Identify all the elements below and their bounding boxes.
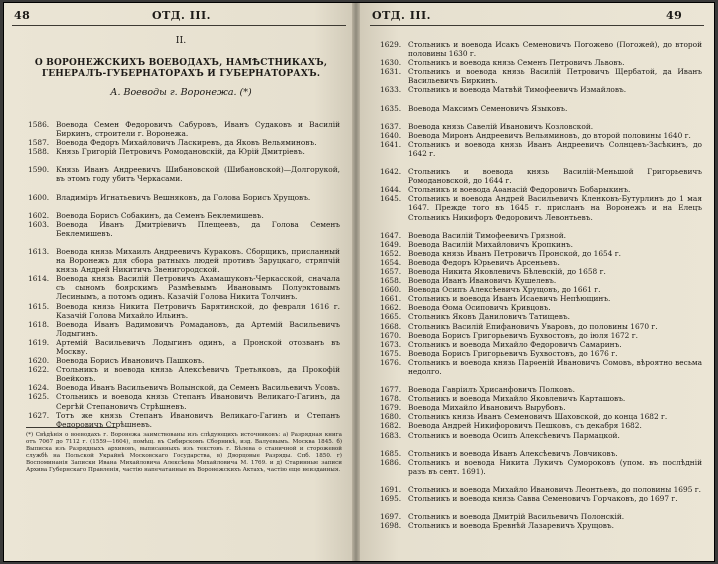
entry-text: Воевода Ѳома Осиповичъ Кривцовъ. bbox=[408, 303, 551, 313]
list-item bbox=[380, 431, 702, 440]
entry-text: Воевода Федоръ Юрьевичъ Арсеньевъ. bbox=[408, 257, 560, 267]
entry-text: Воевода князь Никита Петровичъ Барятинской, до февраля 1616 г. Казачій Голова Михайло Ильинъ. bbox=[56, 301, 340, 320]
entry-text: Воевода князь Иванъ Петровичъ Пронской, до 1654 г. bbox=[408, 248, 621, 258]
list-item bbox=[380, 331, 702, 340]
entry-text: Стольникъ Василій Епифановичъ Уваровъ, до половины 1670 г. bbox=[408, 321, 658, 331]
entry-year: 1618. bbox=[28, 319, 50, 329]
entry-text: Стольникъ и воевода Исакъ Семеновичъ Погожево (Погожей), до второй половины 1630 г. bbox=[408, 40, 702, 59]
list-item bbox=[380, 294, 702, 303]
entry-gap bbox=[380, 476, 702, 485]
list-item bbox=[380, 512, 702, 521]
entry-year: 1691. bbox=[380, 484, 402, 494]
left-section-header: ОТД. III. bbox=[152, 9, 211, 22]
list-item bbox=[380, 521, 702, 530]
entry-year: 1675. bbox=[380, 348, 402, 358]
entry-year: 1587. bbox=[28, 138, 50, 148]
book-gutter bbox=[352, 3, 360, 561]
entry-year: 1686. bbox=[380, 457, 402, 467]
entry-year: 1657. bbox=[380, 266, 402, 276]
entry-year: 1662. bbox=[380, 303, 402, 313]
entry-text: Стольникъ и воевода Иванъ Алексѣевичъ Ловчиковъ. bbox=[408, 448, 618, 458]
entry-text: Воевода Василій Тимофеевичъ Грязной. bbox=[408, 230, 566, 240]
list-item bbox=[380, 122, 702, 131]
chapter-title: О ВОРОНЕЖСКИХЪ ВОЕВОДАХЪ, НАМѢСТНИКАХЪ, ГЕНЕРАЛЪ-ГУБЕРНАТОРАХЪ И ГУБЕРНАТОРАХЪ. bbox=[34, 58, 328, 79]
entry-gap bbox=[380, 95, 702, 104]
entry-text: Воевода Борисъ Григорьевичъ Бухвостовъ, до іюля 1672 г. bbox=[408, 330, 638, 340]
list-item bbox=[380, 458, 702, 476]
list-item bbox=[380, 276, 702, 285]
list-item bbox=[380, 267, 702, 276]
entry-text: Стольникъ и воевода Бревнѣй Лазаревичъ Хрущовъ. bbox=[408, 521, 614, 531]
entry-text: Воевода Семен Федоровичъ Сабуровъ, Иванъ Судаковъ и Василій Биркинъ, строители г. Воронежа. bbox=[56, 120, 340, 139]
entry-year: 1679. bbox=[380, 403, 402, 413]
entry-year: 1698. bbox=[380, 521, 402, 531]
list-item bbox=[28, 383, 340, 392]
entry-text: Воевода Иванъ Ивановичъ Кушелевъ. bbox=[408, 276, 557, 286]
entry-year: 1625. bbox=[28, 392, 50, 402]
entry-year: 1640. bbox=[380, 130, 402, 140]
list-item bbox=[28, 147, 340, 156]
list-item bbox=[28, 274, 340, 301]
list-item bbox=[28, 392, 340, 410]
list-item bbox=[28, 338, 340, 356]
entry-year: 1668. bbox=[380, 321, 402, 331]
list-item bbox=[28, 365, 340, 383]
list-item bbox=[380, 312, 702, 321]
entry-gap bbox=[28, 238, 340, 247]
list-item bbox=[380, 104, 702, 113]
list-item bbox=[28, 120, 340, 138]
list-item bbox=[28, 211, 340, 220]
entry-text: Воевода Иванъ Дмитріевичъ Плещеевъ, да Голова Семенъ Беклемишевъ. bbox=[56, 219, 340, 238]
entry-text: Стольникъ и воевода князь Степанъ Ивановичъ Великаго-Гагинъ, да Сергѣй Степановичъ Стрѣшневъ. bbox=[56, 392, 340, 411]
list-item bbox=[380, 322, 702, 331]
list-item bbox=[28, 138, 340, 147]
entry-year: 1630. bbox=[380, 58, 402, 68]
list-item bbox=[28, 320, 340, 338]
entry-text: Воевода Иванъ Васильевичъ Волынской, да Семенъ Васильевичъ Усовъ. bbox=[56, 383, 340, 393]
entry-year: 1588. bbox=[28, 147, 50, 157]
list-item bbox=[380, 358, 702, 376]
entry-year: 1635. bbox=[380, 103, 402, 113]
entry-text: Стольникъ и воевода Осипъ Алексѣевичъ Пармацкой. bbox=[408, 430, 620, 440]
entry-text: Стольникъ и воевода Аѳанасій Федоровичъ Бобарыкинъ. bbox=[408, 185, 631, 195]
list-item bbox=[380, 403, 702, 412]
entry-year: 1658. bbox=[380, 276, 402, 286]
entry-year: 1683. bbox=[380, 430, 402, 440]
entry-year: 1624. bbox=[28, 383, 50, 393]
list-item bbox=[380, 67, 702, 85]
entry-year: 1654. bbox=[380, 257, 402, 267]
entry-year: 1677. bbox=[380, 385, 402, 395]
entry-year: 1661. bbox=[380, 294, 402, 304]
list-item bbox=[380, 394, 702, 403]
entry-year: 1642. bbox=[380, 167, 402, 177]
entry-year: 1649. bbox=[380, 239, 402, 249]
entry-year: 1614. bbox=[28, 274, 50, 284]
list-item bbox=[380, 240, 702, 249]
entry-year: 1670. bbox=[380, 330, 402, 340]
entry-text: Воевода князь Василій Петровичъ Ахамашуковъ-Черкасской, сначала съ сыномъ боярскимъ Размѣевымъ Ивановымъ Полуэктовымъ Лесинымъ, а потомъ одинъ. Казачій Голова Никита Толчинъ. bbox=[56, 274, 340, 302]
entry-year: 1631. bbox=[380, 67, 402, 77]
right-entries-list bbox=[380, 40, 702, 530]
entry-text: Воевода князь Михаилъ Андреевичъ Кураковъ. Сборщикъ, присланный на Воронежъ для сбора ратныхъ людей противъ Заруцкаго, стряпчій князь Андрей Никитичъ Звенигородской. bbox=[56, 246, 340, 275]
entry-text: Стольникъ и воевода князь Алексѣевичъ Третьяковъ, да Прокофій Воейковъ. bbox=[56, 365, 340, 384]
entry-year: 1627. bbox=[28, 410, 50, 420]
entry-text: Стольникъ и воевода князь Савва Семеновичъ Горчаковъ, до 1697 г. bbox=[408, 494, 678, 504]
footnote: (*) Свѣдѣнія о воеводахъ г. Воронежа заимствованы изъ слѣдующихъ источниковъ: а) Разрядная книга отъ 7067 до 7112 г. (1559—1604), помѣщ. въ Сибирскомъ Сборникѣ, изд. Валуевымъ. Москва 1845. б) Выписка изъ Разрядныхъ архивовъ, выписанныхъ изъ текстовъ г. Бѣлева о станичной и сторожевой службѣ на Польской Украйнѣ Московскаго Государства, в) Дворцовые Разряды. Спб. 1850. г) Воспоминанія Записки Ивана Михайловича Алексѣева Михайловича М. 1769. и д) Старинные записи Архива Губернскаго Правленія, частію напечатанные въ Воронежскихъ Актахъ, частію еще неизданныя. bbox=[26, 432, 342, 474]
entry-text: Стольникъ и воевода князь Семенъ Петровичъ Львовъ. bbox=[408, 58, 625, 68]
entry-year: 1676. bbox=[380, 357, 402, 367]
list-item bbox=[380, 58, 702, 67]
entry-year: 1644. bbox=[380, 185, 402, 195]
entry-text: Воевода Василій Михайловичъ Кропкинъ. bbox=[408, 239, 573, 249]
entry-year: 1633. bbox=[380, 85, 402, 95]
entry-gap bbox=[380, 222, 702, 231]
entry-year: 1602. bbox=[28, 210, 50, 220]
entry-year: 1615. bbox=[28, 301, 50, 311]
list-item bbox=[380, 449, 702, 458]
entry-gap bbox=[28, 184, 340, 193]
entry-text: Воевода Борисъ Ивановичъ Пашковъ. bbox=[56, 356, 205, 366]
entry-text: Тотъ же князь Степанъ Ивановичъ Великаго-Гагинъ и Степанъ Федоровичъ Стрѣшневъ. bbox=[56, 410, 340, 429]
entry-text: Воевода Никита Яковлевичъ Бѣлевскій, до 1658 г. bbox=[408, 266, 606, 276]
entry-year: 1682. bbox=[380, 421, 402, 431]
list-item bbox=[28, 220, 340, 238]
entry-text: Стольникъ Яковъ Даниловичъ Татищевъ. bbox=[408, 312, 570, 322]
entry-year: 1619. bbox=[28, 337, 50, 347]
list-item bbox=[28, 165, 340, 183]
entry-text: Воевода Борисъ Григорьевичъ Бухвостовъ, до 1676 г. bbox=[408, 348, 618, 358]
list-item bbox=[380, 140, 702, 158]
list-item bbox=[380, 249, 702, 258]
entry-year: 1695. bbox=[380, 494, 402, 504]
entry-text: Стольникъ и воевода князь Василій-Меньшой Григорьевичъ Ромодановской, до 1644 г. bbox=[408, 167, 702, 186]
entry-text: Стольникъ и воевода Дмитрій Васильевичъ Полонскій. bbox=[408, 512, 625, 522]
list-item bbox=[380, 349, 702, 358]
chapter-number: II. bbox=[175, 35, 187, 46]
entry-gap bbox=[380, 376, 702, 385]
section-subtitle: А. Воеводы г. Воронежа. (*) bbox=[110, 87, 252, 98]
entry-text: Воевода Максимъ Семеновичъ Языковъ. bbox=[408, 103, 568, 113]
open-book bbox=[4, 3, 714, 561]
list-item bbox=[28, 302, 340, 320]
entry-year: 1637. bbox=[380, 121, 402, 131]
list-item bbox=[380, 131, 702, 140]
entry-year: 1620. bbox=[28, 356, 50, 366]
entry-text: Воевода Иванъ Вадимовичъ Ромадановъ, да Артемій Васильевичъ Лодыгинъ. bbox=[56, 319, 340, 338]
entry-text: Стольникъ князь Иванъ Семеновичъ Шаховской, до конца 1682 г. bbox=[408, 412, 668, 422]
entry-text: Воевода Андрей Никифоровичъ Пешковъ, съ декабря 1682. bbox=[408, 421, 642, 431]
entry-text: Стольникъ и воевода Михайло Федоровичъ Самаринъ. bbox=[408, 339, 622, 349]
entry-text: Воевода Гавріилъ Хрисанфовичъ Полковъ. bbox=[408, 385, 575, 395]
list-item bbox=[380, 494, 702, 503]
entry-year: 1586. bbox=[28, 120, 50, 129]
entry-text: Воевода Борисъ Собакинъ, да Семенъ Беклемишевъ. bbox=[56, 210, 264, 220]
entry-year: 1660. bbox=[380, 285, 402, 295]
right-section-header: ОТД. III. bbox=[372, 9, 431, 22]
entry-gap bbox=[380, 503, 702, 512]
list-item bbox=[380, 421, 702, 430]
entry-year: 1590. bbox=[28, 165, 50, 175]
right-page bbox=[356, 3, 714, 561]
entry-text: Воевода Михайло Ивановичъ Вырубовъ. bbox=[408, 403, 566, 413]
left-entries-list bbox=[28, 120, 340, 429]
list-item bbox=[380, 231, 702, 240]
entry-year: 1697. bbox=[380, 512, 402, 522]
list-item bbox=[380, 258, 702, 267]
entry-year: 1613. bbox=[28, 246, 50, 256]
entry-year: 1600. bbox=[28, 192, 50, 202]
chapter-title-block bbox=[22, 35, 340, 98]
entry-text: Стольникъ и воевода Никита Лукичъ Сумороковъ (упом. въ послѣдній разъ въ сент. 1691). bbox=[408, 457, 702, 476]
entry-text: Стольникъ и воевода Иванъ Исаевичъ Непѣющинъ. bbox=[408, 294, 611, 304]
list-item bbox=[28, 247, 340, 274]
entry-year: 1673. bbox=[380, 339, 402, 349]
entry-year: 1678. bbox=[380, 394, 402, 404]
entry-year: 1647. bbox=[380, 230, 402, 240]
entry-gap bbox=[380, 113, 702, 122]
entry-text: Стольникъ и воевода Андрей Васильевичъ Кленковъ-Бутурлинъ до 1 мая 1647. Прежде того въ 1645 г. присланъ на Воронежъ и на Елецъ Стольникъ Никифоръ Федоровичъ Левонтьевъ. bbox=[408, 194, 702, 222]
list-item bbox=[380, 185, 702, 194]
footnote-rule bbox=[26, 427, 116, 428]
entry-text: Стольникъ и воевода князь Василій Петровичъ Щербатой, да Иванъ Васильевичъ Биркинъ. bbox=[408, 67, 702, 86]
list-item bbox=[380, 385, 702, 394]
right-page-number: 49 bbox=[666, 9, 683, 22]
entry-text: Стольникъ и воевода Михайло Ивановичъ Леонтьевъ, до половины 1695 г. bbox=[408, 484, 701, 494]
entry-year: 1641. bbox=[380, 139, 402, 149]
entry-text: Воевода Миронъ Андреевичъ Вельяминовъ, до второй половины 1640 г. bbox=[408, 130, 691, 140]
entry-gap bbox=[380, 158, 702, 167]
list-item bbox=[380, 485, 702, 494]
left-page-number: 48 bbox=[14, 9, 31, 22]
entry-year: 1629. bbox=[380, 40, 402, 49]
entry-text: Стольникъ и воевода князь Иванъ Андреевичъ Солнцевъ-Засѣкинъ, до 1642 г. bbox=[408, 139, 702, 158]
list-item bbox=[380, 40, 702, 58]
list-item bbox=[28, 356, 340, 365]
entry-text: Стольникъ и воевода Матвѣй Тимофеевичъ Измайловъ. bbox=[408, 85, 627, 95]
list-item bbox=[380, 194, 702, 221]
entry-year: 1685. bbox=[380, 448, 402, 458]
entry-text: Воевода Осипъ Алексѣевичъ Хрущовъ, до 1661 г. bbox=[408, 285, 601, 295]
entry-gap bbox=[380, 440, 702, 449]
entry-text: Князь Иванъ Андреевичъ Шибановской (Шибановской)—Долгорукой, въ этомъ году убитъ Черкасами. bbox=[56, 165, 340, 184]
entry-year: 1603. bbox=[28, 219, 50, 229]
entry-year: 1665. bbox=[380, 312, 402, 322]
entry-text: Артемій Васильевичъ Лодыгинъ одинъ, а Пронской отозванъ въ Москву. bbox=[56, 337, 340, 356]
entry-gap bbox=[28, 156, 340, 165]
list-item bbox=[380, 285, 702, 294]
left-page bbox=[4, 3, 356, 561]
entry-text: Воевода Федоръ Михайловичъ Ласкиревъ, да Яковъ Вельяминовъ. bbox=[56, 138, 317, 148]
list-item bbox=[380, 167, 702, 185]
list-item bbox=[380, 340, 702, 349]
list-item bbox=[380, 412, 702, 421]
list-item bbox=[380, 85, 702, 94]
left-header-rule bbox=[12, 25, 346, 26]
entry-year: 1652. bbox=[380, 248, 402, 258]
entry-text: Стольникъ и воевода князь Парѳеній Ивановичъ Сомовъ, вѣроятно весьма недолго. bbox=[408, 357, 702, 376]
list-item bbox=[28, 193, 340, 202]
entry-gap bbox=[28, 202, 340, 211]
entry-text: Князь Григорій Петровичъ Ромодановскій, да Юрій Дмитріевъ. bbox=[56, 147, 305, 157]
entry-text: Владиміръ Игнатьевичъ Вешняковъ, да Голова Борисъ Хрущовъ. bbox=[56, 192, 311, 202]
entry-year: 1680. bbox=[380, 412, 402, 422]
entry-year: 1622. bbox=[28, 365, 50, 375]
right-header-rule bbox=[370, 25, 704, 26]
entry-year: 1645. bbox=[380, 194, 402, 204]
list-item bbox=[380, 303, 702, 312]
entry-text: Стольникъ и воевода Михайло Яковлевичъ Карташовъ. bbox=[408, 394, 626, 404]
entry-text: Воевода князь Савелій Ивановичъ Козловской. bbox=[408, 121, 594, 131]
